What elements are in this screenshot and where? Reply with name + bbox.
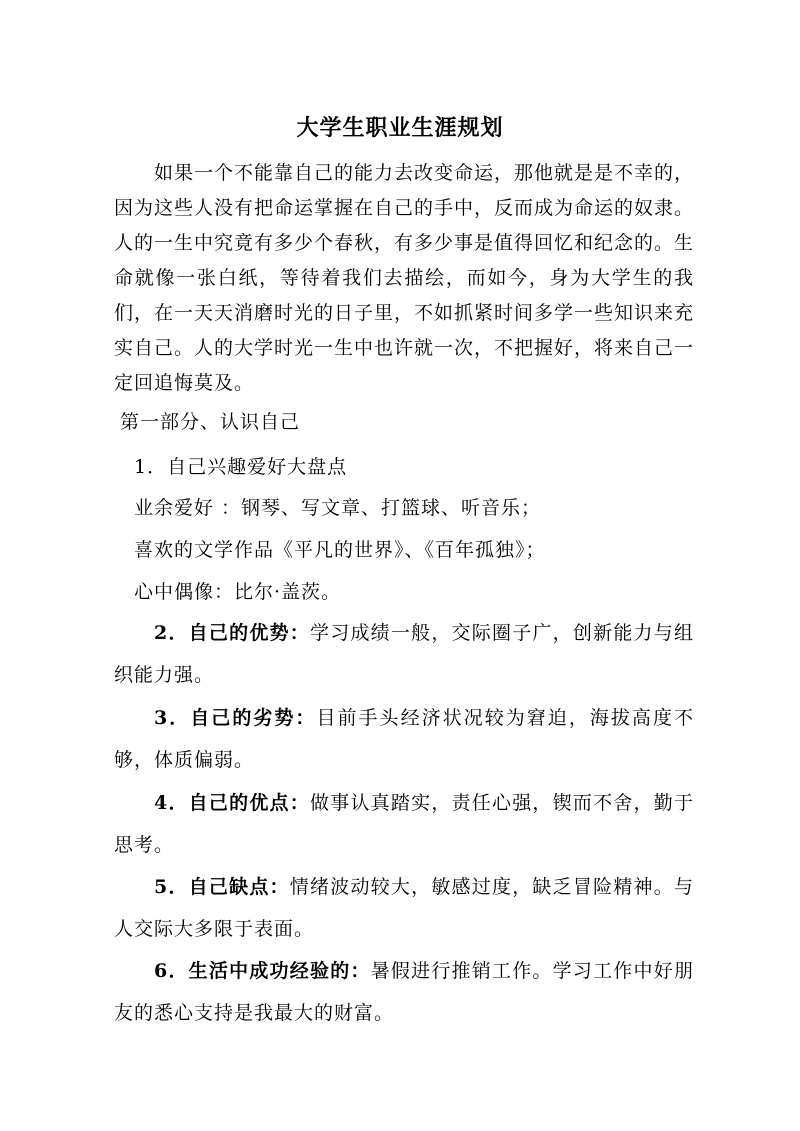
strengths-paragraph (114, 612, 694, 696)
merits-text: 做事认真踏实，责任心强，锲而不舍，勤于思考。 (114, 792, 694, 856)
experience-text: 暑假进行推销工作。学习工作中好朋友的悉心支持是我最大的财富。 (114, 960, 694, 1024)
shortcomings-paragraph (114, 866, 694, 950)
experience-paragraph (114, 950, 694, 1034)
weaknesses-text: 目前手头经济状况较为窘迫，海拔高度不够，体质偏弱。 (114, 707, 694, 771)
hobbies-line: 业余爱好 ：钢琴、写文章、打篮球、听音乐； (134, 497, 542, 519)
page-title: 大学生职业生涯规划 (296, 115, 504, 141)
section-heading: 第一部分、认识自己 (120, 411, 301, 433)
strengths-label: 2．自己的优势： (154, 622, 310, 644)
weaknesses-paragraph (114, 697, 694, 781)
experience-label: 6．生活中成功经验的： (154, 960, 371, 982)
intro-paragraph: 如果一个不能靠自己的能力去改变命运，那他就是是不幸的，因为这些人没有把命运掌握在自己的手中，反而成为命运的奴隶。人的一生中究竟有多少个春秋，有多少事是值得回忆和纪念的。生命就像一张白纸，等待着我们去描绘，而如今，身为大学生的我们，在一天天消磨时光的日子里，不如抓紧时间多学一些知识来充实自己。人的大学时光一生中也许就一次，不把握好，将来自己一定回追悔莫及。 (114, 162, 695, 394)
merits-paragraph (114, 782, 694, 866)
strengths-text: 学习成绩一般，交际圈子广，创新能力与组织能力强。 (114, 622, 694, 686)
idol-line: 心中偶像：比尔·盖茨。 (134, 581, 342, 603)
hobby-heading: 1．自己兴趣爱好大盘点 (134, 456, 348, 478)
weaknesses-label: 3．自己的劣势： (154, 707, 317, 729)
shortcomings-text: 情绪波动较大，敏感过度，缺乏冒险精神。与人交际大多限于表面。 (114, 876, 694, 940)
merits-label: 4．自己的优点： (154, 792, 310, 814)
shortcomings-label: 5．自己缺点： (154, 876, 290, 898)
literature-line: 喜欢的文学作品《平凡的世界》、《百年孤独》； (134, 539, 546, 561)
